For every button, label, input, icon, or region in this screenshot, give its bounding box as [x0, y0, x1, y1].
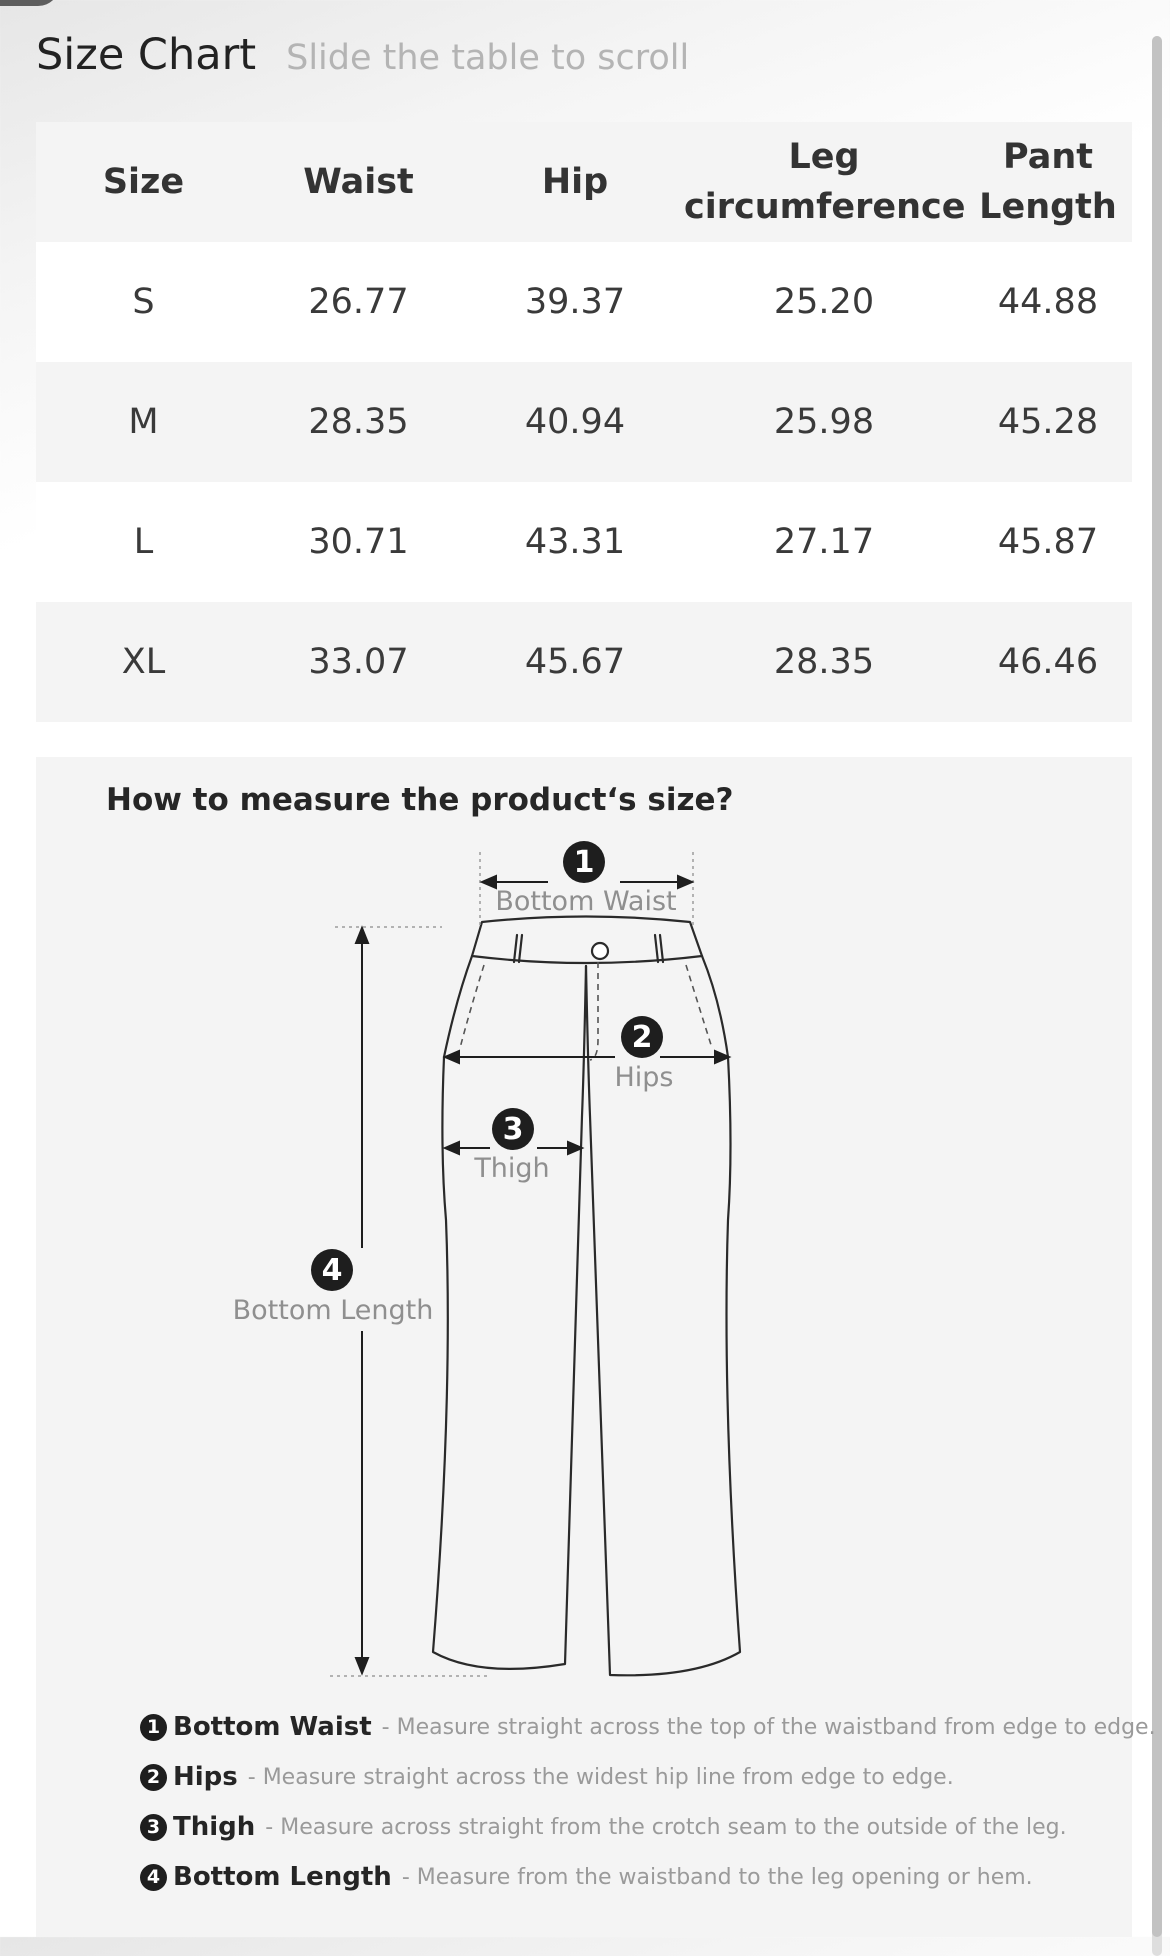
- legend-term: Thigh: [173, 1812, 256, 1842]
- column-header-leg-circumference: Leg circumference: [684, 137, 966, 227]
- cell-size: L: [133, 522, 154, 562]
- measure-labels: [233, 886, 677, 1326]
- cell-leg-circumference: 28.35: [773, 642, 875, 682]
- guide-lines: [330, 852, 693, 1676]
- legend-item: [140, 1752, 1156, 1802]
- cell-waist: 28.35: [308, 402, 409, 442]
- scroll-hint: Slide the table to scroll: [286, 38, 690, 78]
- legend-item: [140, 1802, 1156, 1852]
- cell-hip: 40.94: [524, 402, 626, 442]
- label-thigh: Thigh: [474, 1153, 550, 1184]
- cell-leg-circumference: 25.98: [773, 402, 875, 442]
- cell-pant-length: 46.46: [997, 642, 1099, 682]
- cell-waist: 30.71: [308, 522, 409, 562]
- legend-term: Bottom Waist: [173, 1712, 372, 1742]
- cell-size: S: [132, 282, 155, 322]
- cell-leg-circumference: 27.17: [773, 522, 875, 562]
- label-bottom-length: Bottom Length: [232, 1295, 434, 1326]
- legend-description: - Measure straight across the top of the waistband from edge to edge.: [381, 1714, 1156, 1740]
- badge-2-number: 2: [631, 1020, 653, 1055]
- legend-term: Hips: [173, 1762, 238, 1792]
- column-header-size: Size: [102, 162, 185, 202]
- measurement-legend: [140, 1702, 1156, 1902]
- legend-description: - Measure straight across the widest hip line from edge to edge.: [247, 1764, 954, 1790]
- legend-item: [140, 1702, 1156, 1752]
- legend-item: [140, 1852, 1156, 1902]
- label-bottom-waist: Bottom Waist: [495, 886, 677, 917]
- legend-description: - Measure across straight from the crotch seam to the outside of the leg.: [265, 1814, 1067, 1840]
- cell-waist: 26.77: [308, 282, 409, 322]
- cell-hip: 43.31: [524, 522, 626, 562]
- measure-arrows: [356, 876, 729, 1673]
- cell-leg-circumference: 25.20: [773, 282, 875, 322]
- cell-hip: 39.37: [524, 282, 626, 322]
- cell-waist: 33.07: [308, 642, 409, 682]
- legend-number-badge: 2: [140, 1764, 167, 1791]
- cell-pant-length: 45.87: [997, 522, 1099, 562]
- cell-size: XL: [121, 642, 166, 682]
- legend-number-badge: 4: [140, 1864, 167, 1891]
- cell-pant-length: 45.28: [997, 402, 1099, 442]
- badge-4-number: 4: [321, 1253, 343, 1288]
- legend-description: - Measure from the waistband to the leg opening or hem.: [401, 1864, 1033, 1890]
- legend-number-badge: 1: [140, 1714, 167, 1741]
- badge-3-number: 3: [502, 1112, 524, 1147]
- badge-1-number: 1: [573, 845, 595, 880]
- legend-term: Bottom Length: [173, 1862, 392, 1892]
- cell-hip: 45.67: [524, 642, 626, 682]
- pants-outline: [433, 917, 740, 1676]
- measurement-guide-title: How to measure the product‘s size?: [106, 782, 734, 818]
- column-header-waist: Waist: [303, 162, 414, 202]
- label-hips: Hips: [614, 1062, 674, 1093]
- legend-number-badge: 3: [140, 1814, 167, 1841]
- cell-pant-length: 44.88: [997, 282, 1099, 322]
- page-title: Size Chart: [36, 30, 257, 80]
- cell-size: M: [128, 402, 159, 442]
- column-header-pant-length: Pant Length: [979, 137, 1117, 227]
- column-header-hip: Hip: [541, 162, 609, 202]
